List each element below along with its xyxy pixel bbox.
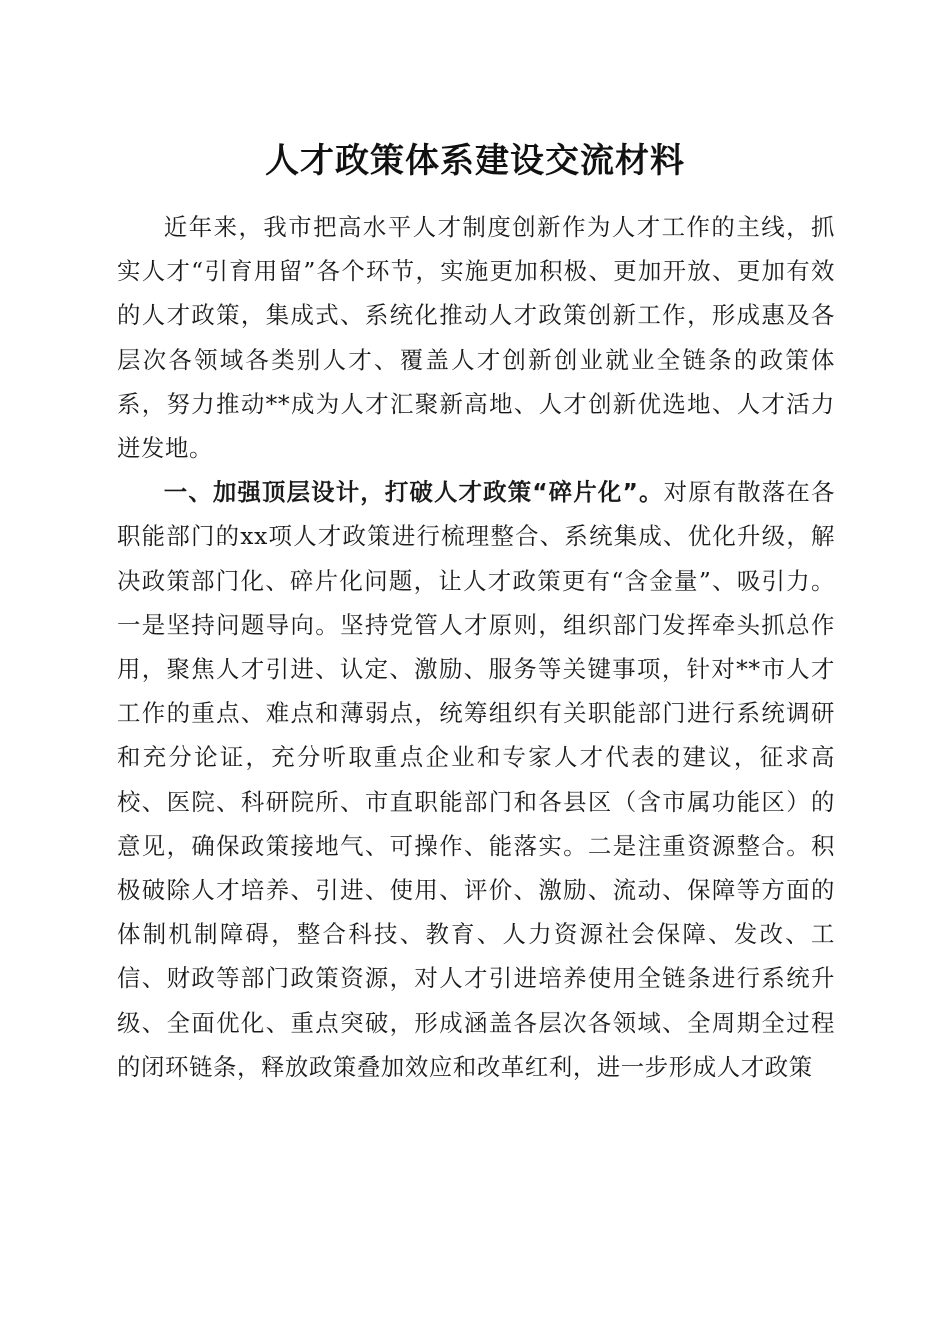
section-1-heading: 一、加强顶层设计，打破人才政策“碎片化”。: [163, 478, 664, 507]
document-body: [117, 205, 835, 1089]
section-1-body: 对原有散落在各职能部门的xx项人才政策进行梳理整合、系统集成、优化升级，解决政策部门化、碎片化问题，让人才政策更有“含金量”、吸引力。一是坚持问题导向。坚持党管人才原则，组织部门发挥牵头抓总作用，聚焦人才引进、认定、激励、服务等关键事项，针对**市人才工作的重点、难点和薄弱点，统筹组织有关职能部门进行系统调研和充分论证，充分听取重点企业和专家人才代表的建议，征求高校、医院、科研院所、市直职能部门和各县区（含市属功能区）的意见，确保政策接地气、可操作、能落实。二是注重资源整合。积极破除人才培养、引进、使用、评价、激励、流动、保障等方面的体制机制障碍，整合科技、教育、人力资源社会保障、发改、工信、财政等部门政策资源，对人才引进培养使用全链条进行系统升级、全面优化、重点突破，形成涵盖各层次各领域、全周期全过程的闭环链条，释放政策叠加效应和改革红利，进一步形成人才政策: [117, 478, 835, 1081]
section-1-paragraph: [117, 470, 835, 1089]
intro-paragraph: 近年来，我市把高水平人才制度创新作为人才工作的主线，抓实人才“引育用留”各个环节，实施更加积极、更加开放、更加有效的人才政策，集成式、系统化推动人才政策创新工作，形成惠及各层次各领域各类别人才、覆盖人才创新创业就业全链条的政策体系，努力推动**成为人才汇聚新高地、人才创新优选地、人才活力迸发地。: [117, 213, 835, 463]
document-title: 人才政策体系建设交流材料: [265, 141, 685, 181]
